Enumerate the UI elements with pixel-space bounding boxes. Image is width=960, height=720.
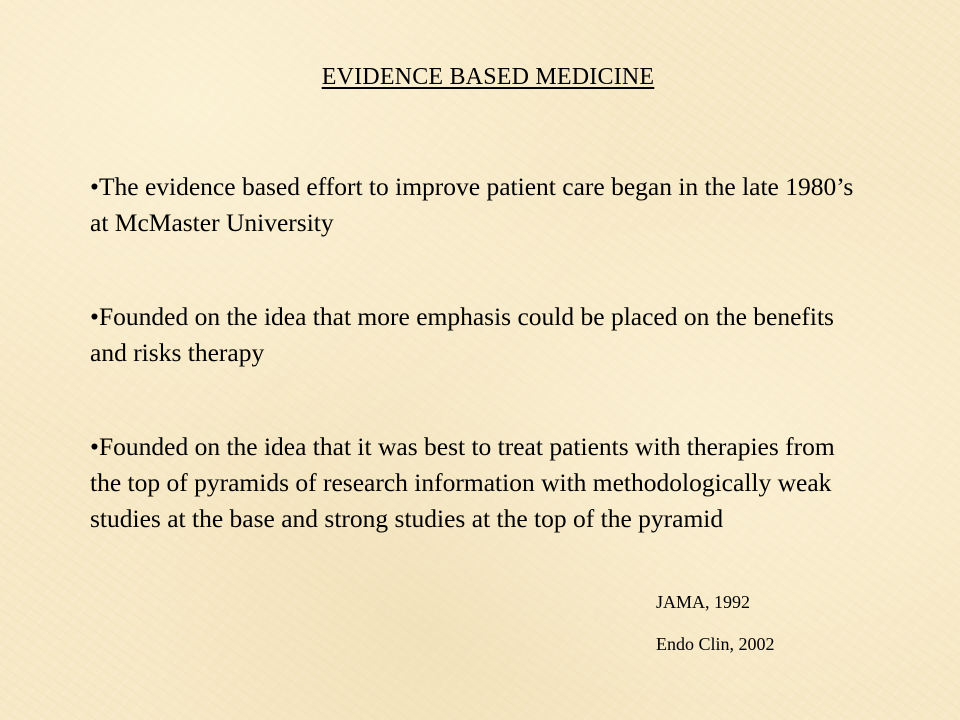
bullet-marker: • <box>90 432 99 461</box>
bullet-list <box>90 169 860 537</box>
citation-endo-clin: Endo Clin, 2002 <box>656 634 775 654</box>
bullet-marker: • <box>90 302 99 331</box>
bullet-marker: • <box>90 172 99 201</box>
bullet-text: Founded on the idea that it was best to treat patients with therapies from the top of pyramids of research information with methodologically weak studies at the base and strong studies at the top of the pyramid <box>90 432 835 533</box>
bullet-item <box>90 429 860 537</box>
citation-jama: JAMA, 1992 <box>656 592 751 612</box>
bullet-text: Founded on the idea that more emphasis could be placed on the benefits and risks therapy <box>90 302 834 367</box>
citations <box>656 592 775 676</box>
slide-title: EVIDENCE BASED MEDICINE <box>321 64 655 90</box>
bullet-item <box>90 299 860 371</box>
bullet-text: The evidence based effort to improve patient care began in the late 1980’s at McMaster University <box>90 172 854 237</box>
bullet-item <box>90 169 860 241</box>
